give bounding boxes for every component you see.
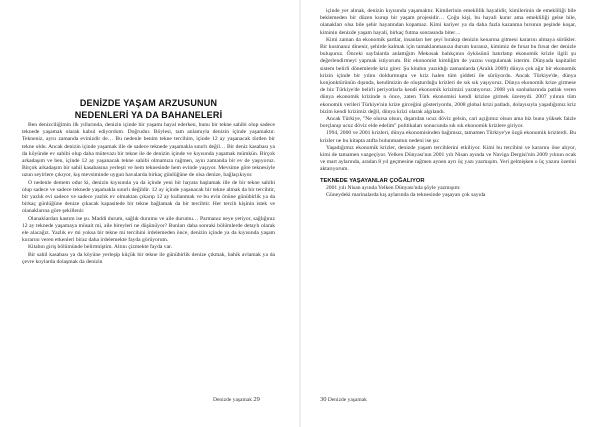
paragraph: içinde yer almak, denizin kıyısında yaşamaktır. Kimilerinin emeklilik hayalidir, kimilerinin de emekliliği bile beklemeden bir düzen kurup bir yaşam projesidir… Çoğu kişi, bu hayali kurar ama emekliliği gelse bile, olanakları olsa bile şehir hayatından kopamaz. Kimi kariyer ya da daha fazla kazanma hırsının peşinde koşar, kiminin denizde yaşam hayali, birkaç futma sonrasında biter… xyxy=(320,8,576,36)
chapter-title-line-2: NEDENLERİ YA DA BAHANELERİ xyxy=(74,110,223,120)
paragraph: O nedenle demem odur ki, denizin kıyısında ya da içinde yeni bir hayata başlamak ille de bir tekne sahibi olup sadece ve sadece teknede yaşamakla sınırlı değildir. 12 ay içinde yaşanacak bir tekne almak da bir tercihtir, bir yazlık evi sadece ve sadece yazlık ev olmaktan çıkarıp 12 ay kullanmak ve bu evin önüne günübirlik ya da birkaç günlüğüne denize çıkacak kapasitede bir tekne bağlamak da bir tercihtir. Her tercih kişinin istek ve olanaklarına göre şekillenir. xyxy=(22,179,275,215)
paragraph: Güneydeki marinalarda kış aylarında da teknesinde yaşayan çok sayıda xyxy=(326,192,486,199)
page-number: 30 xyxy=(320,396,327,403)
paragraph: Ben denizciliğimin ilk yıllarında, denizin içinde bir yaşamı hayal ederken, bunu bir tekne sahibi olup sadece teknede yaşamak olarak kabul ediyordum. Doğrudur. Böylesi, tam anlamıyla denizin içinde yaşamaktır. Tekneniz, ayrıı zamanda evinizdir de… Bu nedenle benim tekne tercihim, içinde 12 ay yaşanacak türden bir tekne oldu. Ancak denizin içinde yaşamak ille de sadece teknede yaşamakla sınırlı değil… Bir deniz kasabası ya da köyünde ev sahibi olup daha mütevazı bir tekne ile de denizin içinde ve kıyısında yaşamak mümkün. Birçok arkadaşım ve ben, içinde 12 ay yaşanacak tekne sahibi olmamıza rağmen, aynı zamanda bir ev de yaşıyoruz. Birçok arkadaşım bir sahil kasabasına yerleşti ve hem teknesinde hem evinde yaşıyor. Mevsime göre teknesiyle uzun seyirlere çıkıyor, kış mevsiminde uygun havalarda birkaç günlüğüne de olsa denize, bağlaçıkıyor. xyxy=(22,122,275,179)
chapter-title-line-1: DENİZDE YAŞAM ARZUSUNUN xyxy=(79,98,218,108)
right-page-footer xyxy=(320,396,367,404)
paragraph: Ancak Türkiye, "Ne olursa olsun, dışarıdan ucuz döviz gelsin, cari açığımız olsun ama biz bunu yüksek faizle borçlanıp ucuz döviz elde edelim" politikaları sonucunda sık sık ekonomik krizlere giriyor. xyxy=(320,116,576,130)
footer-running-title: Denizde yaşamak xyxy=(213,397,252,403)
paragraph: Olanaklardan kastım ise şu. Maddi durum, sağlık durumu ve aile durumu… Parmanız neye yetiyor, sağlığınız 12 ay teknede yaşamaya müsait mi, aile bireyleri ne düşünüyor? Bunları daha sonraki bölümlerde detaylı olarak ele alacağız. Yazlık ev mi yoksa bir tekne mi tercihini irdelemeden önce, denizin içinde ya da kıyısında yaşam kurarını veren etkenleri biraz daha irdelemekte fayda görüyorum. xyxy=(22,215,275,244)
left-text-column xyxy=(22,122,275,386)
paragraph: Kimi zaman da ekonomik şartlar, insanları her şeyi bırakıp denizin kenarına gitmesi kararını almaya sürükler. Bir kusmanız dinenir, şehirde kalmak için tamaklanmanıza durum kuranız, kimimiz de fırsat bu fırsat der denizle buluşuruz. Önceki sayfalarda anlattığım Mekosak balıkçının öyküsünü hatırlatıp ekonomik krizle ilgili şu değerlendirmeyi yapmak istiyorum. Bir ekonomist kimliğim de yazını vurgulamak isterim. Dünyada kapitalist sistem belirli dönemlerde kriz girer. Şu kitabın yazıldığı zamanlarda (Aralık 2009) dünya çok ağır bir ekonomik krizin içinde bir yılını doldurmuştu ve kriz halen tüm şiddeti ile sürüyordu. Ancak Türkiye'de, dünya konjonktürünün dışında, kendimizin de oluşturduğu krizleri de sık sık yaşıyoruz. Dünya ekonomik krize girmese de biz Türkiye'de belirli periyotlarla kendi ekonomik krizimizi yaratıyoruz. 2008 yılı sonbaharında patlak veren dünya ekonomik krizinde n önce, zaten Türk ekonomisi kendi krizine girmek üzereydi. 2007 yılının tüm ekonomik verileri Türkiye'nin krize girceğini gösteriyordu, 2008 global krizi patladı, dolayısıyla yaşadığımız kriz bizim kendi krizimiz değil, dünya krizi olarak algılandı. xyxy=(320,36,576,115)
page-number: 29 xyxy=(253,396,260,403)
left-page-footer xyxy=(213,396,260,404)
chapter-title xyxy=(22,97,275,121)
right-text-column xyxy=(320,8,576,389)
paragraph: Kitabın giriş bölümünde belirtmiştim. Altını çizmekte fayda var. xyxy=(28,244,173,251)
footer-running-title: Denizde yaşamak xyxy=(327,397,367,403)
paragraph: 2001 yılı Nisan ayında Yelken Dünyası'nda şöyle yazmışım: xyxy=(326,184,461,191)
section-subheading: TEKNEDE YAŞAYANLAR ÇOĞALIYOR xyxy=(320,177,425,184)
paragraph: 1994, 2000 ve 2001 krizleri, dünya ekonomisinden bağımsız, tamamen Türkiye'ye özgü ekonomik krizlerdi. Bu krizler ne bu kitapta atıfta bulunmamın nedeni ise şu: xyxy=(320,130,576,144)
paragraph: Yaşadığımız ekonomik krizler, denizde yaşam tercihlerini etkiliyor. Kimi bu tercihini ve kararını öne alıyor, kimi de tamamen vazgeçiyor. Yelken Dünyası'nın 2001 yılı Nisan ayında ve Naviga Dergisi'nin 2009 yılının ocak ve mart aylarında, aradan 8 yıl geçmesine rağmen aynen ayrı üç yazı yazmışım. Yeri gelmişken o üç yazını özetini aktarıyorum. xyxy=(320,144,576,173)
paragraph: Bir sahil kasabası ya da köyüne yerleşip küçük bir tekne ile günübirlik denize çıkmak, bahik avlamak ya da çevre koylarda dolaşmak da denizin xyxy=(22,251,275,265)
